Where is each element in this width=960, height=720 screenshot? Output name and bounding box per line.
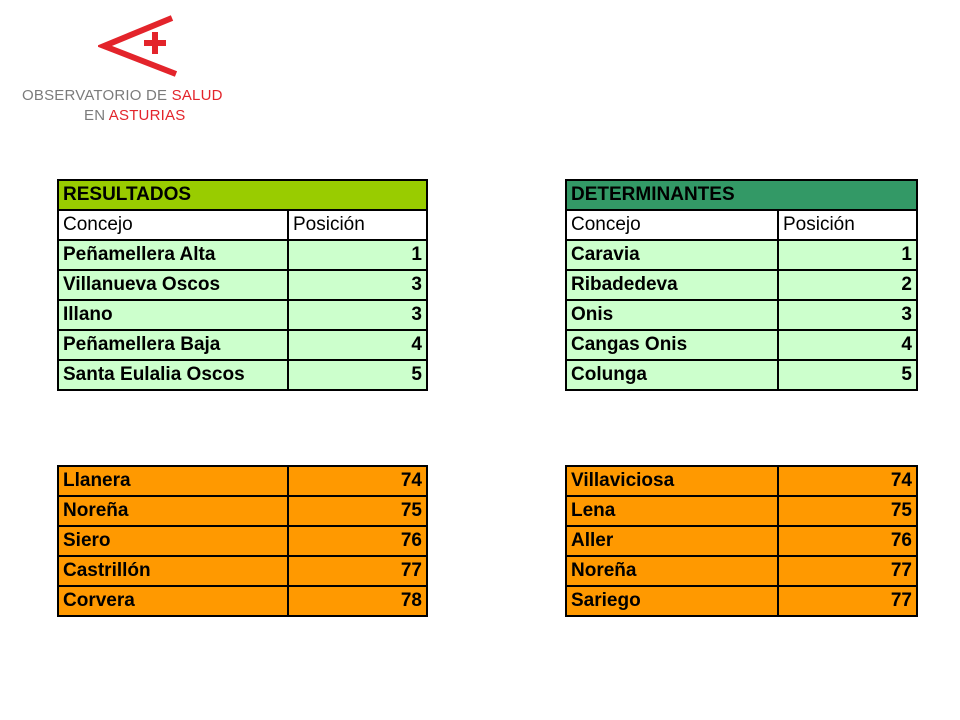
table-row — [566, 586, 917, 616]
resultados-bottom-table — [57, 465, 428, 617]
concejo-cell: Peñamellera Baja — [58, 330, 288, 360]
resultados-title: RESULTADOS — [58, 180, 427, 210]
posicion-cell: 5 — [288, 360, 427, 390]
posicion-cell: 3 — [778, 300, 917, 330]
posicion-cell: 4 — [288, 330, 427, 360]
concejo-cell: Illano — [58, 300, 288, 330]
table-row — [566, 270, 917, 300]
concejo-cell: Colunga — [566, 360, 778, 390]
concejo-cell: Caravia — [566, 240, 778, 270]
table-row — [566, 496, 917, 526]
posicion-cell: 77 — [778, 586, 917, 616]
table-row — [566, 556, 917, 586]
logo-text-asturias: ASTURIAS — [108, 107, 186, 124]
table-row — [566, 330, 917, 360]
concejo-cell: Villaviciosa — [566, 466, 778, 496]
concejo-cell: Cangas Onis — [566, 330, 778, 360]
determinantes-title-row — [566, 180, 917, 210]
posicion-cell: 5 — [778, 360, 917, 390]
concejo-cell: Lena — [566, 496, 778, 526]
concejo-cell: Sariego — [566, 586, 778, 616]
determinantes-bottom-table — [565, 465, 918, 617]
table-row — [58, 360, 427, 390]
posicion-cell: 74 — [778, 466, 917, 496]
table-row — [58, 240, 427, 270]
posicion-cell: 74 — [288, 466, 427, 496]
posicion-cell: 1 — [778, 240, 917, 270]
table-row — [58, 496, 427, 526]
logo-text-observatorio: OBSERVATORIO DE — [22, 87, 172, 104]
table-row — [58, 526, 427, 556]
posicion-cell: 2 — [778, 270, 917, 300]
table-row — [58, 466, 427, 496]
determinantes-column-header-row — [566, 210, 917, 240]
determinantes-top-table — [565, 179, 918, 391]
determinantes-title: DETERMINANTES — [566, 180, 917, 210]
concejo-cell: Villanueva Oscos — [58, 270, 288, 300]
posicion-cell: 76 — [778, 526, 917, 556]
resultados-top-table — [57, 179, 428, 391]
column-header-concejo: Concejo — [58, 210, 288, 240]
concejo-cell: Santa Eulalia Oscos — [58, 360, 288, 390]
logo-arrow-plus-icon — [98, 14, 180, 80]
table-row — [58, 586, 427, 616]
posicion-cell: 4 — [778, 330, 917, 360]
resultados-column-header-row — [58, 210, 427, 240]
posicion-cell: 78 — [288, 586, 427, 616]
posicion-cell: 75 — [288, 496, 427, 526]
concejo-cell: Ribadedeva — [566, 270, 778, 300]
concejo-cell: Llanera — [58, 466, 288, 496]
posicion-cell: 77 — [778, 556, 917, 586]
concejo-cell: Onis — [566, 300, 778, 330]
observatorio-logo — [20, 14, 223, 126]
table-row — [58, 556, 427, 586]
table-row — [566, 360, 917, 390]
table-row — [58, 330, 427, 360]
posicion-cell: 1 — [288, 240, 427, 270]
concejo-cell: Noreña — [58, 496, 288, 526]
column-header-posicion: Posición — [778, 210, 917, 240]
concejo-cell: Castrillón — [58, 556, 288, 586]
resultados-title-row — [58, 180, 427, 210]
posicion-cell: 3 — [288, 270, 427, 300]
logo-text-line2 — [84, 107, 185, 124]
table-row — [566, 526, 917, 556]
posicion-cell: 75 — [778, 496, 917, 526]
posicion-cell: 76 — [288, 526, 427, 556]
concejo-cell: Siero — [58, 526, 288, 556]
posicion-cell: 3 — [288, 300, 427, 330]
concejo-cell: Aller — [566, 526, 778, 556]
column-header-concejo: Concejo — [566, 210, 778, 240]
table-row — [566, 300, 917, 330]
table-row — [58, 300, 427, 330]
table-row — [566, 466, 917, 496]
concejo-cell: Peñamellera Alta — [58, 240, 288, 270]
table-row — [566, 240, 917, 270]
logo-text-en: EN — [84, 107, 109, 124]
posicion-cell: 77 — [288, 556, 427, 586]
table-row — [58, 270, 427, 300]
concejo-cell: Corvera — [58, 586, 288, 616]
column-header-posicion: Posición — [288, 210, 427, 240]
concejo-cell: Noreña — [566, 556, 778, 586]
logo-text-line1 — [22, 87, 223, 104]
logo-text-salud: SALUD — [171, 87, 223, 104]
